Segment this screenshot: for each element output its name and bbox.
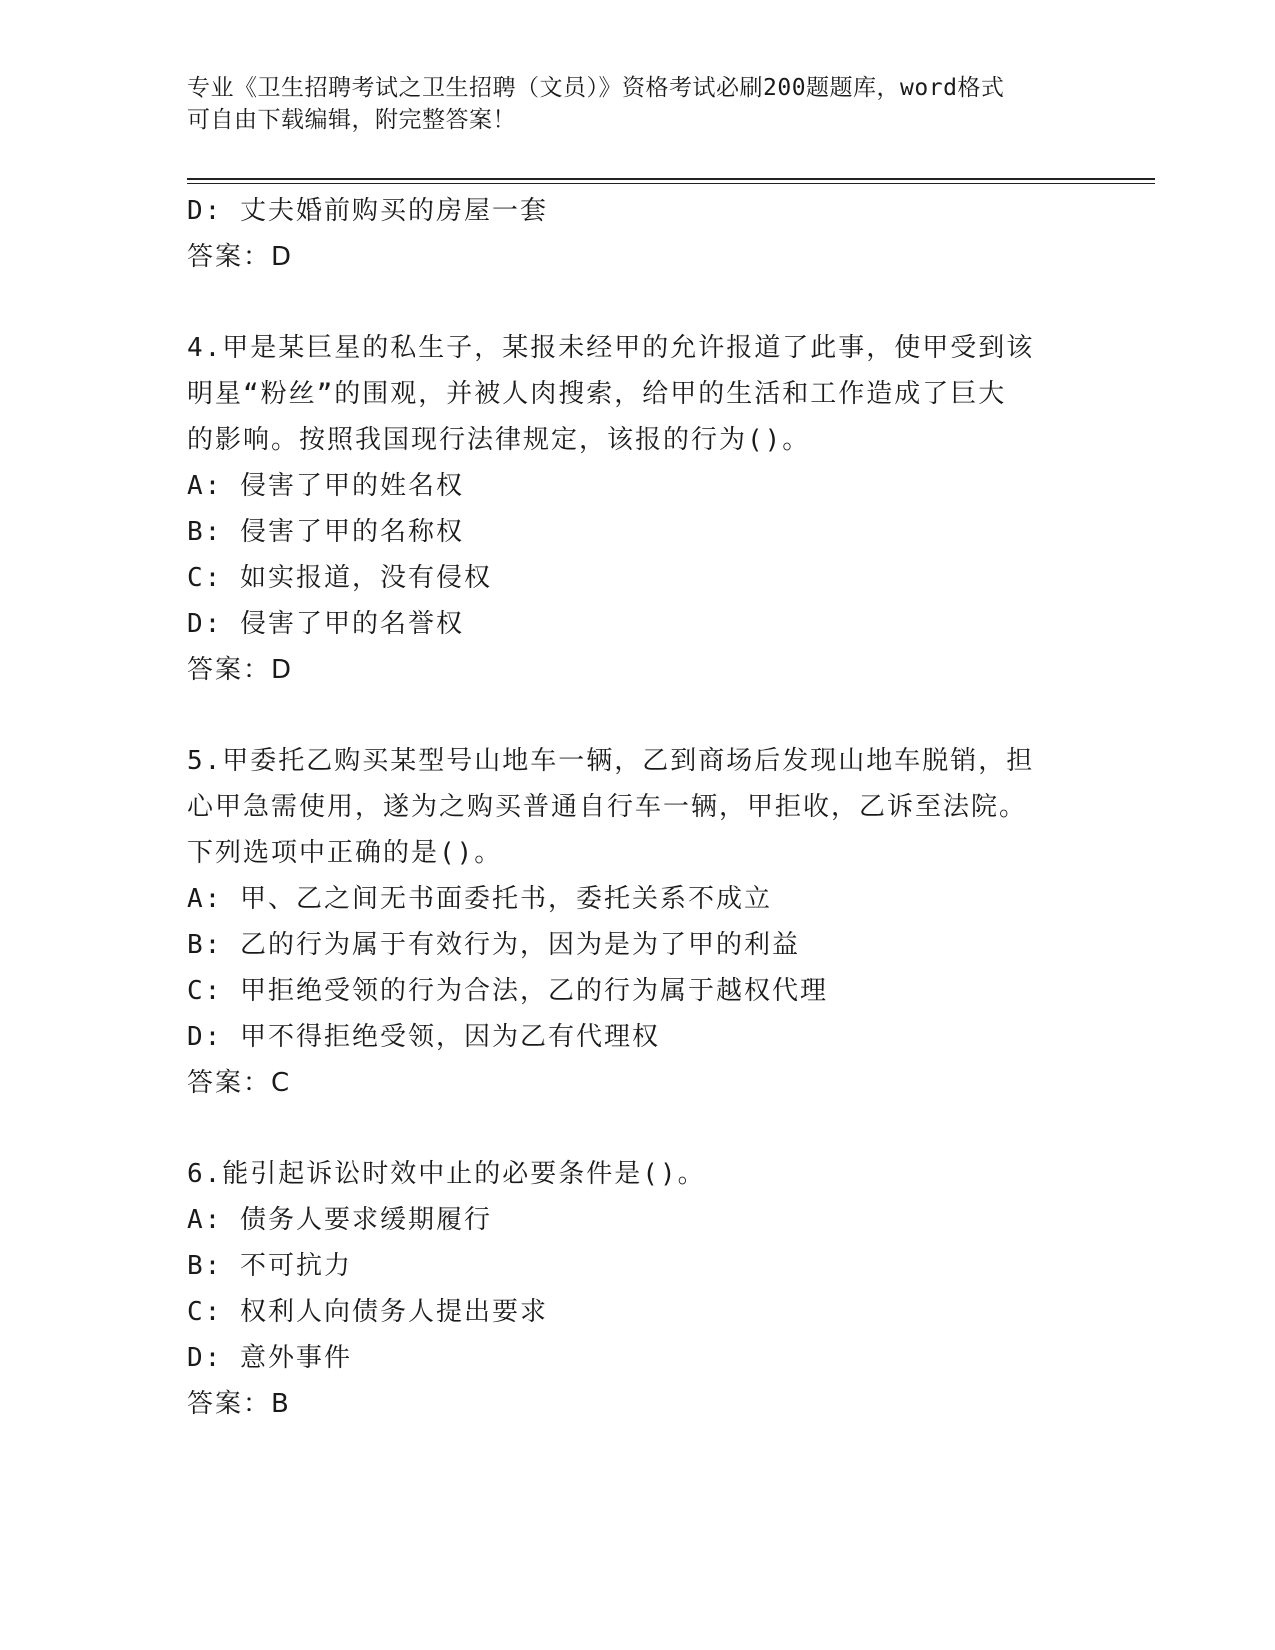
document-header <box>187 72 1067 136</box>
header-divider-thin <box>187 183 1155 184</box>
header-line-2: 可自由下载编辑，附完整答案！ <box>187 107 516 133</box>
answer-line: 答案：D <box>187 655 294 685</box>
option-a: A: 侵害了甲的姓名权 <box>187 471 464 501</box>
question-5 <box>187 738 1067 1106</box>
option-c: C: 甲拒绝受领的行为合法，乙的行为属于越权代理 <box>187 976 828 1006</box>
option-d: D: 侵害了甲的名誉权 <box>187 609 464 639</box>
option-b: B: 侵害了甲的名称权 <box>187 517 464 547</box>
question-text-line: 心甲急需使用，遂为之购买普通自行车一辆，甲拒收，乙诉至法院。 <box>187 792 1028 822</box>
question-text-line: 6.能引起诉讼时效中止的必要条件是()。 <box>187 1159 706 1189</box>
option-b: B: 不可抗力 <box>187 1251 352 1281</box>
question-text-line: 5.甲委托乙购买某型号山地车一辆，乙到商场后发现山地车脱销，担 <box>187 746 1035 776</box>
question-6 <box>187 1151 1067 1427</box>
question-text-line: 4.甲是某巨星的私生子，某报未经甲的允许报道了此事，使甲受到该 <box>187 333 1035 363</box>
option-a: A: 甲、乙之间无书面委托书，委托关系不成立 <box>187 884 772 914</box>
question-4 <box>187 325 1067 693</box>
question-text-line: 明星“粉丝”的围观，并被人肉搜索，给甲的生活和工作造成了巨大 <box>187 379 1007 409</box>
spacer <box>187 280 1067 325</box>
header-divider-thick <box>187 178 1155 180</box>
option-c: C: 权利人向债务人提出要求 <box>187 1297 548 1327</box>
option-d: D: 丈夫婚前购买的房屋一套 <box>187 196 548 226</box>
header-line-1: 专业《卫生招聘考试之卫生招聘（文员）》资格考试必刷200题题库，word格式 <box>187 75 1005 101</box>
question-text-line: 下列选项中正确的是()。 <box>187 838 503 868</box>
option-d: D: 甲不得拒绝受领，因为乙有代理权 <box>187 1022 660 1052</box>
spacer <box>187 1106 1067 1151</box>
option-c: C: 如实报道，没有侵权 <box>187 563 492 593</box>
option-d: D: 意外事件 <box>187 1343 352 1373</box>
option-a: A: 债务人要求缓期履行 <box>187 1205 492 1235</box>
option-b: B: 乙的行为属于有效行为，因为是为了甲的利益 <box>187 930 800 960</box>
question-text-line: 的影响。按照我国现行法律规定，该报的行为()。 <box>187 425 811 455</box>
answer-line: 答案：D <box>187 242 294 272</box>
answer-line: 答案：B <box>187 1389 291 1419</box>
spacer <box>187 693 1067 738</box>
answer-line: 答案：C <box>187 1068 292 1098</box>
document-body <box>187 188 1067 1427</box>
previous-question-tail <box>187 188 1067 280</box>
